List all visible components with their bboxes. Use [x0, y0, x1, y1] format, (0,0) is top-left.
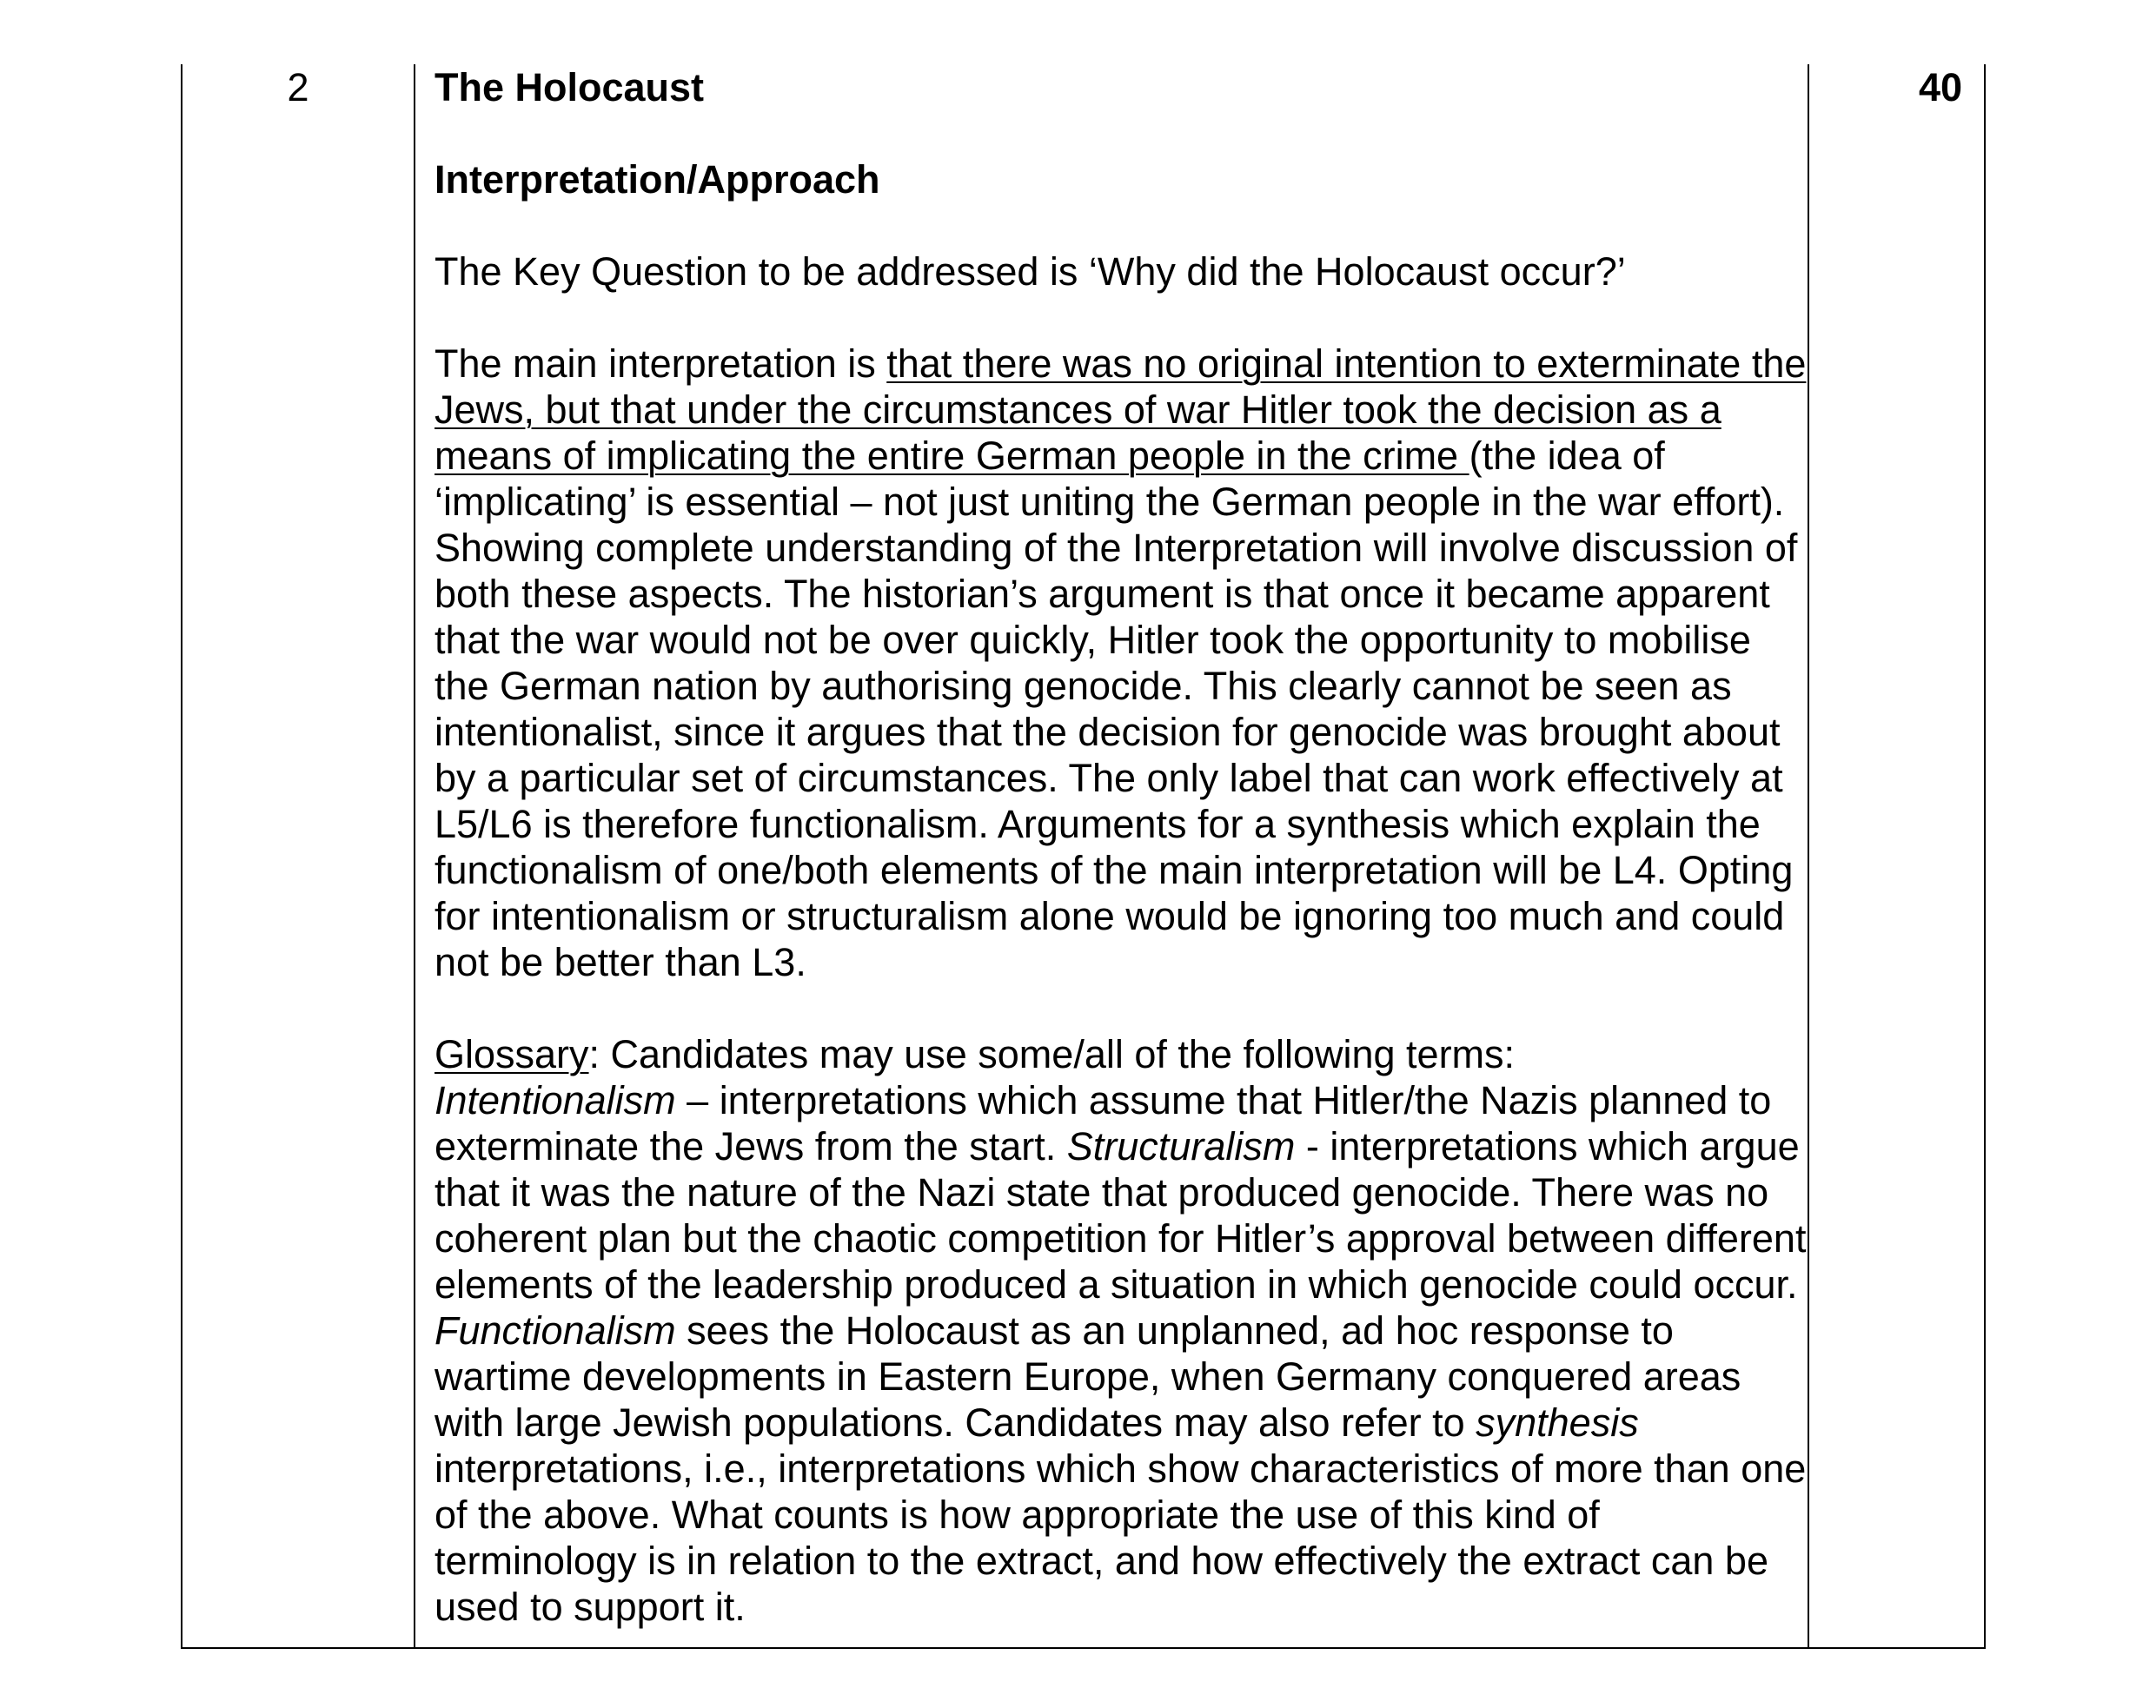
term-synthesis: synthesis — [1476, 1400, 1639, 1445]
interpretation-underlined: that there was no original intention to exterminate the Jews, but that under the circumstances of war Hitler took the decision as a means of implicating the entire German people in the crime — [435, 341, 1807, 478]
section-heading: Interpretation/Approach — [435, 157, 880, 202]
question-title: The Holocaust — [435, 65, 705, 109]
question-content — [435, 64, 1808, 1630]
key-question: The Key Question to be addressed is ‘Why did the Holocaust occur?’ — [435, 249, 1626, 294]
interpretation-rest: (the idea of ‘implicating’ is essential – not just uniting the German people in the war effort). Showing complete understanding of the Interpretation will involve discussion of both these aspects. The historian’s argument is that once it became apparent that the war would not be over quickly, Hitler took the opportunity to mobilise the German nation by authorising genocide. This clearly cannot be seen as intentionalist, since it argues that the decision for genocide was brought about by a particular set of circumstances. The only label that can work effectively at L5/L6 is therefore functionalism. Arguments for a synthesis which explain the functionalism of one/both elements of the main interpretation will be L4. Opting for intentionalism or structuralism alone would be ignoring too much and could not be better than L3. — [435, 434, 1798, 984]
question-marks: 40 — [1918, 65, 1962, 109]
def-intentionalism: – interpretations which assume that Hitler/the Nazis planned to exterminate the Jews from the start. — [435, 1078, 1772, 1168]
glossary-paragraph — [435, 1031, 1808, 1630]
question-number: 2 — [287, 65, 309, 109]
def-functionalism: sees the Holocaust as an unplanned, ad hoc response to wartime developments in Eastern Europe, when Germany conquered areas with large Jewish populations. Candidates may also refer to — [435, 1308, 1741, 1445]
column-divider — [414, 64, 415, 1647]
def-structuralism: - interpretations which argue that it was the nature of the Nazi state that produced genocide. There was no coherent plan but the chaotic competition for Hitler’s approval between different elements of the leadership produced a situation in which genocide could occur. — [435, 1124, 1807, 1307]
term-structuralism: Structuralism — [1066, 1124, 1296, 1168]
column-divider — [1808, 64, 1809, 1647]
term-functionalism: Functionalism — [435, 1308, 676, 1353]
mark-scheme-table — [181, 64, 1986, 1649]
term-intentionalism: Intentionalism — [435, 1078, 676, 1122]
main-interpretation-paragraph — [435, 341, 1808, 985]
interpretation-intro: The main interpretation is — [435, 341, 887, 386]
def-synthesis: interpretations, i.e., interpretations which show characteristics of more than one of the above. What counts is how appropriate the use of this kind of terminology is in relation to the extract, and how effectively the extract can be used to support it. — [435, 1447, 1807, 1629]
glossary-label: Glossary — [435, 1032, 589, 1076]
glossary-intro: : Candidates may use some/all of the following terms: — [588, 1032, 1516, 1076]
